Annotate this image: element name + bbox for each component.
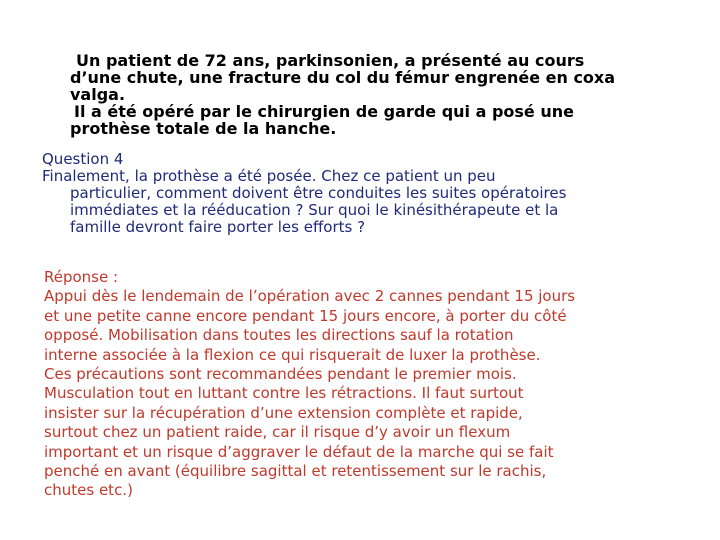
answer-block — [44, 268, 704, 501]
answer-line: surtout chez un patient raide, car il risque d’y avoir un flexum — [44, 423, 511, 442]
question-heading: Question 4 — [42, 150, 124, 168]
answer-line: penché en avant (équilibre sagittal et retentissement sur le rachis, — [44, 462, 547, 481]
answer-line: chutes etc.) — [44, 481, 133, 500]
answer-line: insister sur la récupération d’une extension complète et rapide, — [44, 403, 523, 422]
answer-heading: Réponse : — [44, 268, 119, 286]
answer-line: Musculation tout en luttant contre les rétractions. Il faut surtout — [44, 384, 524, 403]
case-line: d’une chute, une fracture du col du fémur engrenée en coxa — [70, 68, 616, 87]
answer-line: et une petite canne encore pendant 15 jours encore, à porter du côté — [44, 306, 567, 325]
question-line: famille devront faire porter les efforts ? — [70, 218, 366, 236]
question-line: immédiates et la rééducation ? Sur quoi le kinésithérapeute et la — [70, 201, 559, 219]
question-line: Finalement, la prothèse a été posée. Chez ce patient un peu — [42, 167, 496, 185]
question-line: particulier, comment doivent être conduites les suites opératoires — [70, 184, 567, 202]
answer-line: Ces précautions sont recommandées pendant le premier mois. — [44, 365, 517, 384]
case-line: valga. — [70, 85, 126, 104]
answer-line: interne associée à la flexion ce qui risquerait de luxer la prothèse. — [44, 345, 541, 364]
answer-line: Appui dès le lendemain de l’opération avec 2 cannes pendant 15 jours — [44, 287, 576, 306]
case-line: Il a été opéré par le chirurgien de garde qui a posé une — [74, 102, 574, 121]
question-block — [42, 151, 702, 236]
case-line: Un patient de 72 ans, parkinsonien, a présenté au cours — [76, 51, 585, 70]
answer-line: opposé. Mobilisation dans toutes les directions sauf la rotation — [44, 326, 514, 345]
answer-line: important et un risque d’aggraver le défaut de la marche qui se fait — [44, 442, 554, 461]
case-description — [70, 52, 700, 137]
case-line: prothèse totale de la hanche. — [70, 119, 337, 138]
